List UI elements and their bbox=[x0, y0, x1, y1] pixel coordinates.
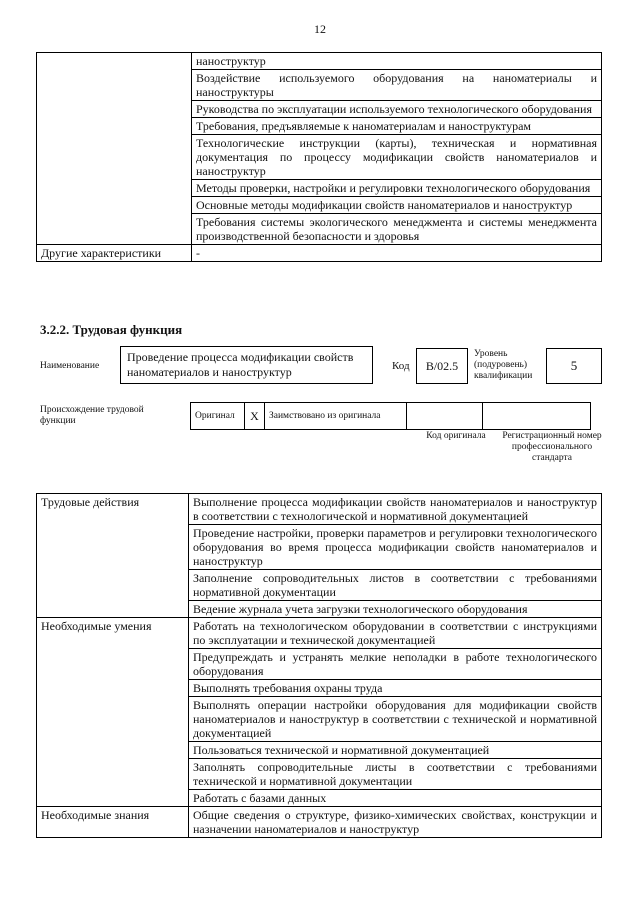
table-label-cell bbox=[37, 53, 192, 245]
table-row: Основные методы модификации свойств наноматериалов и наноструктур bbox=[192, 197, 602, 214]
table-row: Технологические инструкции (карты), техническая и нормативная документация по процессу модификации свойств наноматериалов и наноструктур bbox=[192, 135, 602, 180]
page-number: 12 bbox=[314, 22, 326, 36]
borrowed-label: Заимствовано из оригинала bbox=[265, 403, 407, 430]
table-row: Работать с базами данных bbox=[189, 790, 602, 807]
table-row: Воздействие используемого оборудования на наноматериалы и наноструктуры bbox=[192, 70, 602, 101]
level-box: 5 bbox=[546, 348, 602, 384]
table-row: Работать на технологическом оборудовании в соответствии с инструкциями по эксплуатации и технической документацией bbox=[189, 618, 602, 649]
code-original-caption: Код оригинала bbox=[426, 431, 486, 441]
section-title: 3.2.2. Трудовая функция bbox=[40, 322, 183, 337]
reg-number-caption: Регистрационный номер профессионального стандарта bbox=[502, 431, 602, 463]
table-row: Руководства по эксплуатации используемого технологического оборудования bbox=[192, 101, 602, 118]
table-row: Проведение настройки, проверки параметров и регулировки технологического оборудования во время процесса модификации свойств наноматериалов и наноструктур bbox=[189, 525, 602, 570]
table-row: Общие сведения о структуре, физико-химических свойствах, конструкции и назначении наноматериалов и наноструктур bbox=[189, 807, 602, 838]
other-characteristics-label: Другие характеристики bbox=[37, 245, 192, 262]
table-row: Выполнять требования охраны труда bbox=[189, 680, 602, 697]
other-characteristics-value: - bbox=[192, 245, 602, 262]
table-row: Методы проверки, настройки и регулировки технологического оборудования bbox=[192, 180, 602, 197]
origin-label: Происхождение трудовой функции bbox=[40, 405, 144, 426]
labor-function-table bbox=[36, 493, 602, 838]
original-mark: X bbox=[245, 403, 265, 430]
code-original-cell bbox=[407, 403, 483, 430]
original-label: Оригинал bbox=[191, 403, 245, 430]
table-row: Требования, предъявляемые к наноматериалам и наноструктурам bbox=[192, 118, 602, 135]
table-row: Выполнять операции настройки оборудования для модификации свойств наноматериалов и наноструктур в соответствии с технической и нормативной документацией bbox=[189, 697, 602, 742]
table-row: Требования системы экологического менеджмента и системы менеджмента производственной безопасности и здоровья bbox=[192, 214, 602, 245]
group-label-knowledge: Необходимые знания bbox=[37, 807, 189, 838]
origin-table bbox=[190, 402, 591, 430]
table-row: Заполнение сопроводительных листов в соответствии с требованиями нормативной документации bbox=[189, 570, 602, 601]
code-box: В/02.5 bbox=[416, 348, 468, 384]
table-row: Пользоваться технической и нормативной документацией bbox=[189, 742, 602, 759]
table-row: наноструктур bbox=[192, 53, 602, 70]
level-label: Уровень (подуровень) квалификации bbox=[474, 349, 533, 381]
table-row: Ведение журнала учета загрузки технологического оборудования bbox=[189, 601, 602, 618]
table-row: Выполнение процесса модификации свойств наноматериалов и наноструктур в соответствии с технологической и нормативной документацией bbox=[189, 494, 602, 525]
code-label: Код bbox=[392, 360, 410, 372]
group-label-skills: Необходимые умения bbox=[37, 618, 189, 807]
table-row: Предупреждать и устранять мелкие неполадки в работе технологического оборудования bbox=[189, 649, 602, 680]
function-name-box: Проведение процесса модификации свойств наноматериалов и наноструктур bbox=[120, 346, 373, 384]
table-row: Заполнять сопроводительные листы в соответствии с требованиями технической и нормативной документации bbox=[189, 759, 602, 790]
knowledge-table-continued bbox=[36, 52, 602, 262]
reg-number-cell bbox=[483, 403, 591, 430]
group-label-labor-actions: Трудовые действия bbox=[37, 494, 189, 618]
name-label: Наименование bbox=[40, 361, 100, 371]
